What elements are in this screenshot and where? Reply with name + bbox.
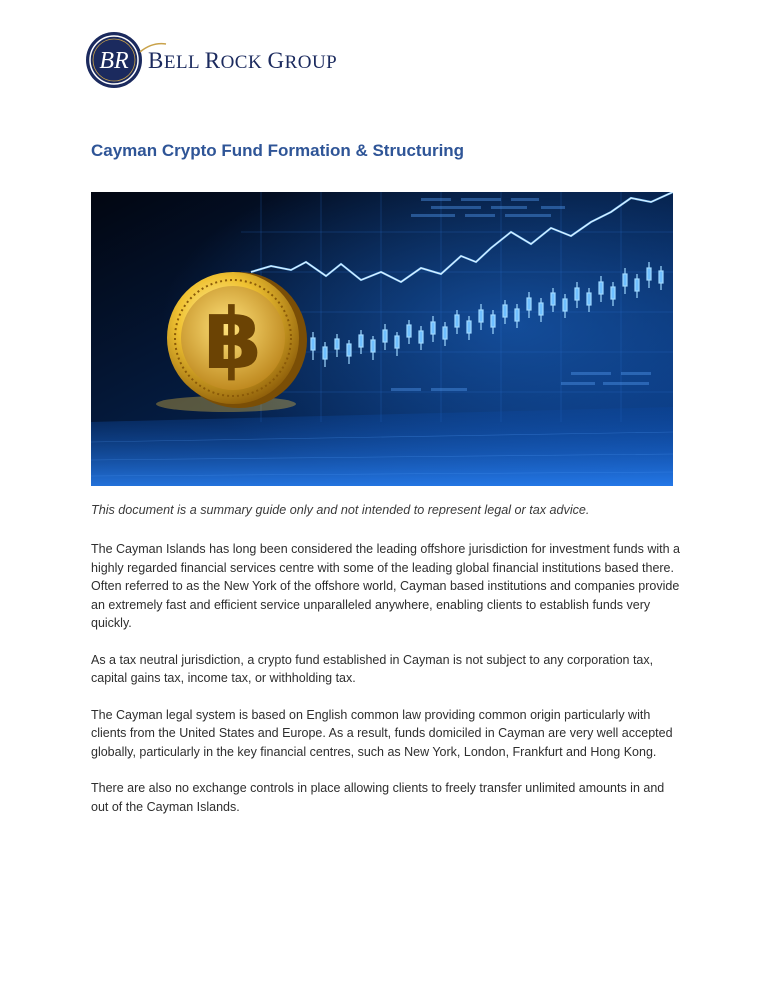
paragraph-legal-system: The Cayman legal system is based on English common law providing common origin particularly with clients from the United States and Europe. As a result, funds domiciled in Cayman are very well accepted globally, particularly in the key financial centres, such as New York, London, Frankfurt and Hong Kong. [91,707,673,759]
logo-monogram: BR [99,48,129,74]
company-logo [84,30,344,90]
company-name: BELL ROCK GROUP [148,48,338,73]
logo-badge-icon [84,30,144,90]
paragraph-exchange-controls: There are also no exchange controls in place allowing clients to freely transfer unlimited amounts in and out of the Cayman Islands. [91,781,665,814]
disclaimer-text: This document is a summary guide only and not intended to represent legal or tax advice. [91,503,590,517]
bitcoin-coin-chart-image [91,192,673,486]
document-title: Cayman Crypto Fund Formation & Structuring [91,141,465,160]
paragraph-tax: As a tax neutral jurisdiction, a crypto fund established in Cayman is not subject to any corporation tax, capital gains tax, income tax, or withholding tax. [91,652,654,685]
svg-text:฿: ฿ [203,290,263,388]
paragraph-intro: The Cayman Islands has long been considered the leading offshore jurisdiction for investment funds with a highly regarded financial services centre with some of the leading global financial institutions based there. Often referred to as the New York of the offshore world, Cayman based institutions and companies provide an extremely fast and efficient service unparalleled anywhere, enabling clients to establish funds very quickly. [91,542,681,630]
document-body [91,540,681,834]
hero-image [91,192,673,486]
